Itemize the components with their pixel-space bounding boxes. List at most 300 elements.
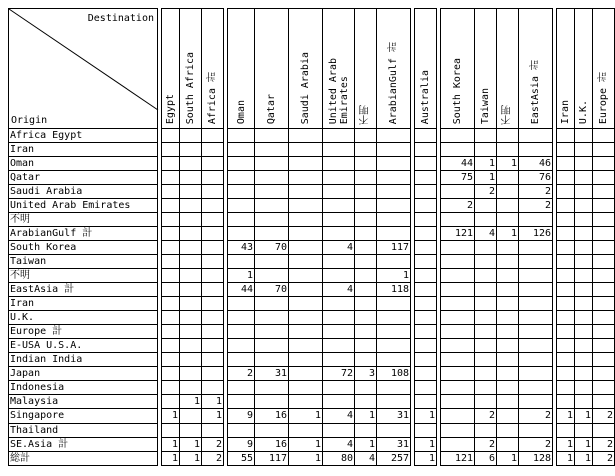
table-cell <box>202 311 224 325</box>
table-cell <box>289 381 323 395</box>
table-cell <box>557 395 575 409</box>
table-cell <box>228 381 255 395</box>
table-cell <box>415 184 437 198</box>
table-cell <box>441 297 475 311</box>
table-cell <box>497 395 519 409</box>
table-cell <box>255 381 289 395</box>
table-cell <box>415 142 437 156</box>
table-cell <box>228 212 255 226</box>
table-cell <box>415 226 437 240</box>
table-cell <box>202 128 224 142</box>
table-cell <box>355 254 377 268</box>
table-cell: 16 <box>255 437 289 451</box>
table-cell <box>180 170 202 184</box>
table-cell: 121 <box>441 451 475 465</box>
table-cell <box>593 381 615 395</box>
table-cell <box>323 353 355 367</box>
table-row <box>9 409 615 423</box>
table-cell <box>441 339 475 353</box>
table-cell: 46 <box>519 156 553 170</box>
table-cell <box>180 325 202 339</box>
table-cell <box>355 395 377 409</box>
table-cell: 1 <box>289 409 323 423</box>
table-cell: 6 <box>475 451 497 465</box>
table-cell <box>162 170 180 184</box>
table-cell <box>180 297 202 311</box>
column-header-label: U.K. <box>578 100 589 125</box>
table-cell <box>255 170 289 184</box>
table-cell <box>289 353 323 367</box>
table-cell: 1 <box>228 268 255 282</box>
table-cell <box>557 142 575 156</box>
table-cell: 108 <box>377 367 411 381</box>
table-cell <box>441 268 475 282</box>
table-cell: 1 <box>415 437 437 451</box>
table-cell <box>557 226 575 240</box>
origin-label: Origin <box>11 114 48 126</box>
table-cell <box>162 311 180 325</box>
table-cell <box>255 184 289 198</box>
table-cell <box>557 170 575 184</box>
table-cell <box>415 198 437 212</box>
table-cell <box>441 381 475 395</box>
table-cell <box>323 198 355 212</box>
table-cell <box>575 395 593 409</box>
table-cell <box>162 423 180 437</box>
table-cell <box>289 142 323 156</box>
table-cell <box>593 212 615 226</box>
table-cell <box>289 184 323 198</box>
table-cell <box>475 283 497 297</box>
column-header-south-africa <box>180 9 202 129</box>
table-cell <box>255 142 289 156</box>
table-cell <box>355 325 377 339</box>
table-cell <box>202 367 224 381</box>
table-cell <box>519 240 553 254</box>
table-cell <box>355 226 377 240</box>
corner-cell <box>9 9 158 129</box>
table-cell <box>255 156 289 170</box>
table-cell <box>475 240 497 254</box>
table-row <box>9 325 615 339</box>
column-header-oman <box>228 9 255 129</box>
table-row <box>9 240 615 254</box>
table-cell: 9 <box>228 437 255 451</box>
table-cell <box>593 283 615 297</box>
table-cell <box>228 395 255 409</box>
column-header-iran <box>557 9 575 129</box>
table-row <box>9 353 615 367</box>
table-cell <box>519 283 553 297</box>
table-cell: 2 <box>202 451 224 465</box>
table-cell <box>377 254 411 268</box>
table-cell <box>323 339 355 353</box>
table-cell: 1 <box>180 451 202 465</box>
table-cell <box>497 268 519 282</box>
table-cell <box>593 142 615 156</box>
table-cell <box>377 184 411 198</box>
table-cell <box>289 226 323 240</box>
origin-destination-table <box>8 8 615 466</box>
table-cell <box>415 297 437 311</box>
table-cell <box>377 156 411 170</box>
table-cell <box>377 381 411 395</box>
table-cell <box>415 423 437 437</box>
table-row <box>9 283 615 297</box>
table-cell <box>255 128 289 142</box>
table-cell <box>180 198 202 212</box>
table-cell <box>289 423 323 437</box>
table-cell <box>162 325 180 339</box>
table-cell <box>202 283 224 297</box>
table-cell <box>255 325 289 339</box>
table-cell <box>441 240 475 254</box>
table-cell <box>202 212 224 226</box>
table-cell: 2 <box>519 184 553 198</box>
table-cell <box>228 311 255 325</box>
table-cell <box>180 311 202 325</box>
table-cell <box>162 240 180 254</box>
table-cell <box>289 156 323 170</box>
table-cell: 55 <box>228 451 255 465</box>
table-cell <box>475 198 497 212</box>
table-cell <box>475 339 497 353</box>
table-cell: 3 <box>355 367 377 381</box>
table-cell <box>289 198 323 212</box>
table-cell <box>593 395 615 409</box>
table-cell <box>355 198 377 212</box>
table-cell: 4 <box>323 409 355 423</box>
table-cell <box>377 395 411 409</box>
table-cell <box>519 381 553 395</box>
column-header-unknown <box>355 9 377 129</box>
row-label: Iran <box>9 142 158 156</box>
table-cell: 1 <box>289 437 323 451</box>
table-cell <box>475 423 497 437</box>
table-cell: 1 <box>557 451 575 465</box>
table-cell <box>557 128 575 142</box>
table-cell <box>228 297 255 311</box>
table-cell <box>180 268 202 282</box>
table-cell: 1 <box>202 409 224 423</box>
table-cell <box>255 254 289 268</box>
table-cell <box>377 226 411 240</box>
table-cell <box>415 325 437 339</box>
column-header-south-korea <box>441 9 475 129</box>
table-cell <box>557 325 575 339</box>
table-cell <box>415 311 437 325</box>
table-cell <box>377 142 411 156</box>
table-cell <box>255 212 289 226</box>
table-row <box>9 212 615 226</box>
table-cell <box>323 311 355 325</box>
table-cell <box>415 128 437 142</box>
table-cell <box>415 156 437 170</box>
table-cell <box>202 325 224 339</box>
row-label: 不明 <box>9 212 158 226</box>
table-cell <box>180 142 202 156</box>
table-row <box>9 170 615 184</box>
table-cell <box>575 339 593 353</box>
row-label: ArabianGulf 計 <box>9 226 158 240</box>
table-cell <box>557 240 575 254</box>
table-cell <box>497 325 519 339</box>
table-cell: 70 <box>255 240 289 254</box>
table-cell <box>323 297 355 311</box>
table-cell <box>593 423 615 437</box>
table-cell <box>575 198 593 212</box>
table-cell: 2 <box>519 198 553 212</box>
column-header-label: Iran <box>560 100 571 125</box>
table-cell: 70 <box>255 283 289 297</box>
table-cell <box>415 353 437 367</box>
table-cell <box>228 128 255 142</box>
row-label: Saudi Arabia <box>9 184 158 198</box>
table-cell <box>180 423 202 437</box>
table-cell <box>557 367 575 381</box>
table-cell: 257 <box>377 451 411 465</box>
table-cell <box>162 381 180 395</box>
table-row <box>9 184 615 198</box>
table-cell <box>228 198 255 212</box>
table-cell <box>355 212 377 226</box>
table-cell <box>557 254 575 268</box>
table-cell <box>180 353 202 367</box>
table-cell <box>162 226 180 240</box>
table-cell <box>593 226 615 240</box>
row-label: EastAsia 計 <box>9 283 158 297</box>
column-header-label: Qatar <box>266 94 277 125</box>
table-cell <box>475 325 497 339</box>
table-cell <box>415 395 437 409</box>
table-cell <box>441 212 475 226</box>
column-header-label: South Korea <box>452 58 463 125</box>
table-cell <box>355 339 377 353</box>
table-cell <box>355 268 377 282</box>
table-cell <box>180 381 202 395</box>
table-cell <box>255 226 289 240</box>
table-cell <box>497 297 519 311</box>
table-cell <box>415 367 437 381</box>
row-label: E-USA U.S.A. <box>9 339 158 353</box>
table-cell: 2 <box>475 437 497 451</box>
table-cell: 2 <box>475 184 497 198</box>
table-cell <box>162 254 180 268</box>
table-row <box>9 437 615 451</box>
table-cell <box>180 339 202 353</box>
table-cell <box>575 367 593 381</box>
table-cell <box>355 184 377 198</box>
table-cell <box>289 367 323 381</box>
table-cell <box>475 268 497 282</box>
table-row <box>9 395 615 409</box>
table-cell <box>228 353 255 367</box>
table-cell <box>475 381 497 395</box>
table-cell <box>575 184 593 198</box>
table-cell <box>497 423 519 437</box>
table-cell <box>593 297 615 311</box>
table-cell <box>289 297 323 311</box>
row-label: Iran <box>9 297 158 311</box>
table-cell <box>593 198 615 212</box>
table-cell: 1 <box>497 451 519 465</box>
table-cell <box>519 353 553 367</box>
table-cell <box>497 170 519 184</box>
table-cell: 72 <box>323 367 355 381</box>
table-cell <box>202 184 224 198</box>
table-cell <box>415 212 437 226</box>
table-cell <box>575 156 593 170</box>
table-cell: 43 <box>228 240 255 254</box>
table-cell <box>228 325 255 339</box>
table-cell: 1 <box>289 451 323 465</box>
table-cell <box>377 128 411 142</box>
table-cell <box>289 395 323 409</box>
table-cell: 1 <box>162 437 180 451</box>
table-cell: 75 <box>441 170 475 184</box>
table-cell <box>202 170 224 184</box>
table-cell <box>475 395 497 409</box>
table-cell <box>557 297 575 311</box>
table-cell <box>180 212 202 226</box>
column-header-united-arab-emirates <box>323 9 355 129</box>
table-cell <box>180 184 202 198</box>
table-cell <box>202 353 224 367</box>
table-cell <box>575 325 593 339</box>
table-cell <box>441 353 475 367</box>
table-cell <box>497 437 519 451</box>
column-header-unknown <box>497 9 519 129</box>
table-cell <box>575 381 593 395</box>
table-cell <box>355 423 377 437</box>
table-cell <box>575 226 593 240</box>
table-cell: 4 <box>323 437 355 451</box>
row-label: Qatar <box>9 170 158 184</box>
table-cell <box>162 367 180 381</box>
table-cell: 1 <box>497 226 519 240</box>
table-cell <box>202 423 224 437</box>
table-cell <box>497 367 519 381</box>
table-cell: 1 <box>180 437 202 451</box>
table-cell: 2 <box>593 451 615 465</box>
column-header-australia <box>415 9 437 129</box>
table-cell <box>497 283 519 297</box>
table-cell <box>497 339 519 353</box>
table-cell <box>289 212 323 226</box>
table-cell <box>415 283 437 297</box>
table-cell <box>202 198 224 212</box>
table-cell <box>519 212 553 226</box>
table-cell <box>162 339 180 353</box>
table-cell <box>441 142 475 156</box>
table-cell: 31 <box>255 367 289 381</box>
table-cell: 1 <box>415 451 437 465</box>
table-cell <box>441 254 475 268</box>
table-cell <box>557 283 575 297</box>
table-cell <box>475 212 497 226</box>
table-cell <box>180 254 202 268</box>
table-cell <box>255 311 289 325</box>
table-cell <box>323 170 355 184</box>
table-cell <box>497 409 519 423</box>
table-cell <box>355 311 377 325</box>
table-cell <box>475 311 497 325</box>
column-header-label: United Arab Emirates <box>327 58 350 125</box>
table-cell <box>575 128 593 142</box>
column-header-egypt <box>162 9 180 129</box>
table-cell: 16 <box>255 409 289 423</box>
table-cell <box>415 381 437 395</box>
table-cell <box>180 156 202 170</box>
table-cell <box>519 339 553 353</box>
table-cell <box>202 339 224 353</box>
table-cell: 2 <box>441 198 475 212</box>
column-header-africa <box>202 9 224 129</box>
row-label: Indian India <box>9 353 158 367</box>
table-cell <box>497 198 519 212</box>
table-row <box>9 423 615 437</box>
table-cell <box>323 142 355 156</box>
table-row <box>9 297 615 311</box>
table-cell <box>497 381 519 395</box>
table-cell <box>519 297 553 311</box>
table-cell <box>228 142 255 156</box>
table-cell <box>519 325 553 339</box>
table-cell: 1 <box>557 437 575 451</box>
table-cell <box>355 240 377 254</box>
table-cell <box>355 156 377 170</box>
table-cell <box>593 254 615 268</box>
table-cell <box>575 283 593 297</box>
row-label: Oman <box>9 156 158 170</box>
table-cell <box>415 268 437 282</box>
table-cell: 1 <box>575 409 593 423</box>
table-cell: 117 <box>377 240 411 254</box>
table-cell: 1 <box>575 451 593 465</box>
table-cell <box>593 128 615 142</box>
table-cell <box>475 254 497 268</box>
table-cell: 1 <box>475 156 497 170</box>
table-cell: 44 <box>441 156 475 170</box>
table-cell <box>593 339 615 353</box>
table-cell <box>441 128 475 142</box>
column-header-qatar <box>255 9 289 129</box>
table-cell: 1 <box>415 409 437 423</box>
table-cell <box>162 268 180 282</box>
table-cell <box>180 367 202 381</box>
table-cell <box>202 381 224 395</box>
table-cell <box>202 254 224 268</box>
table-cell <box>415 170 437 184</box>
table-cell <box>323 395 355 409</box>
table-cell <box>441 423 475 437</box>
table-cell <box>289 339 323 353</box>
table-cell: 126 <box>519 226 553 240</box>
table-cell <box>377 297 411 311</box>
table-cell: 128 <box>519 451 553 465</box>
table-cell <box>323 325 355 339</box>
table-cell <box>180 240 202 254</box>
row-label: Indonesia <box>9 381 158 395</box>
column-header-label: 不明 <box>502 104 513 125</box>
table-cell <box>519 142 553 156</box>
table-cell <box>323 381 355 395</box>
table-cell: 1 <box>557 409 575 423</box>
column-header-label: Europe 計 <box>598 72 609 125</box>
table-cell <box>323 423 355 437</box>
table-cell: 31 <box>377 437 411 451</box>
table-row <box>9 128 615 142</box>
